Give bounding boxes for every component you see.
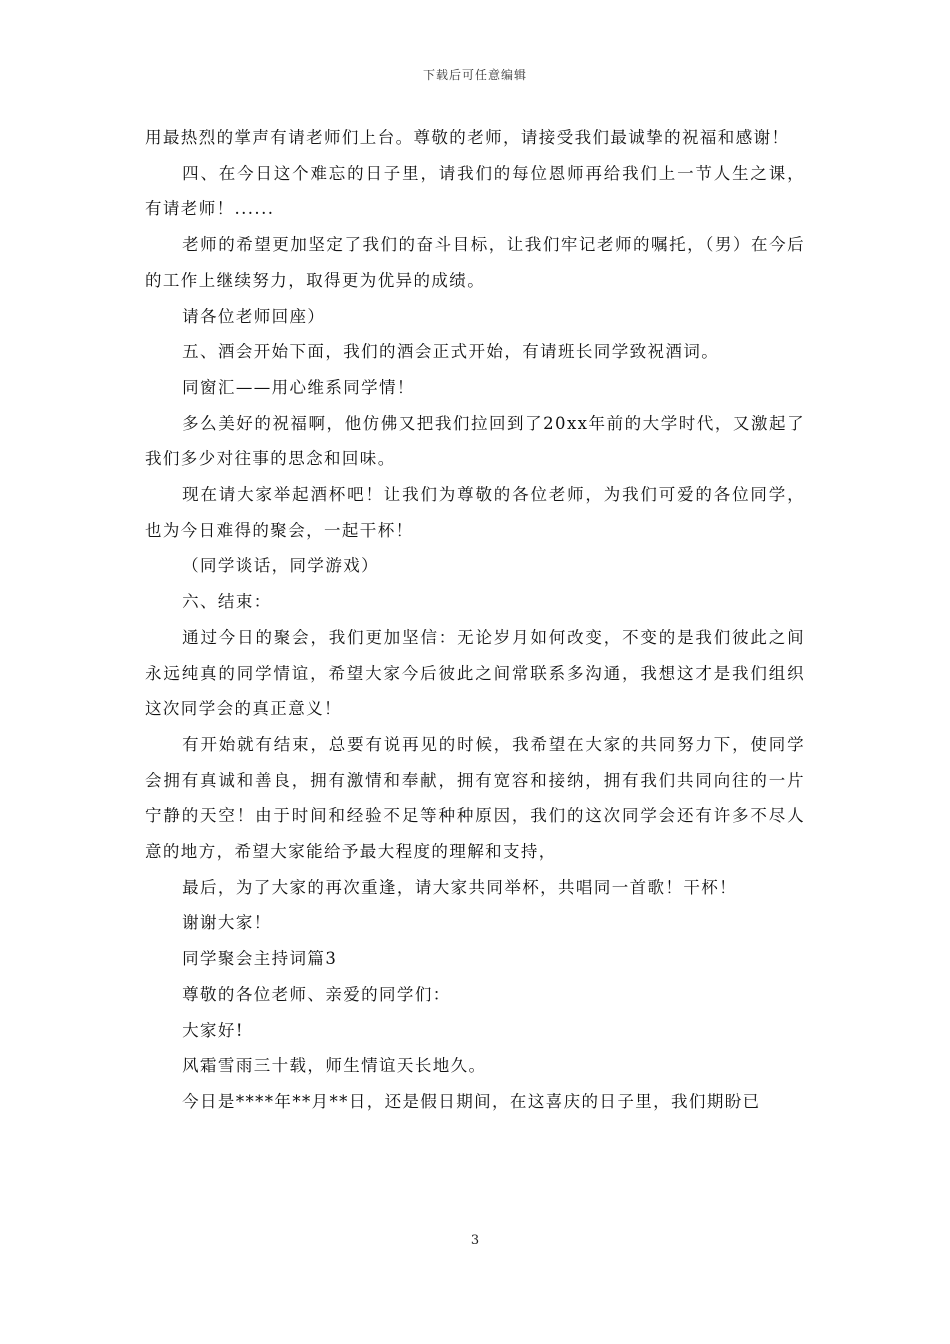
paragraph: 谢谢大家！ (182, 913, 272, 933)
paragraph: 用最热烈的掌声有请老师们上台。尊敬的老师，请接受我们最诚挚的祝福和感谢！ (145, 128, 790, 147)
paragraph: 有开始就有结束，总要有说再见的时候，我希望在大家的共同努力下，使同学会拥有真诚和善良，拥有激情和奉献，拥有宽容和接纳，拥有我们共同向往的一片宁静的天空！由于时间和经验不足等种种原因，我们的这次同学会还有许多不尽人意的地方，希望大家能给予最大程度的理解和支持， (145, 734, 805, 862)
paragraph: 今日是****年**月**日，还是假日期间，在这喜庆的日子里，我们期盼已 (182, 1091, 761, 1111)
paragraph: 五、酒会开始下面，我们的酒会正式开始，有请班长同学致祝酒词。 (182, 342, 720, 362)
paragraph: 风霜雪雨三十载，师生情谊天长地久。 (182, 1056, 487, 1076)
paragraph: 尊敬的各位老师、亲爱的同学们： (182, 984, 451, 1004)
paragraph: （同学谈话，同学游戏） (182, 556, 380, 576)
paragraph: 老师的希望更加坚定了我们的奋斗目标，让我们牢记老师的嘱托，（男）在今后的工作上继续努力，取得更为优异的成绩。 (145, 235, 805, 290)
page-header: 下载后可任意编辑 (422, 68, 527, 82)
paragraph: 四、在今日这个难忘的日子里，请我们的每位恩师再给我们上一节人生之课，有请老师！...... (145, 163, 805, 219)
paragraph: 同窗汇——用心维系同学情！ (182, 377, 415, 397)
paragraph: 现在请大家举起酒杯吧！让我们为尊敬的各位老师，为我们可爱的各位同学，也为今日难得的聚会，一起干杯！ (145, 485, 805, 540)
paragraph: 通过今日的聚会，我们更加坚信：无论岁月如何改变，不变的是我们彼此之间永远纯真的同学情谊，希望大家今后彼此之间常联系多沟通，我想这才是我们组织这次同学会的真正意义！ (145, 627, 805, 719)
paragraph: 多么美好的祝福啊，他仿佛又把我们拉回到了20xx年前的大学时代，又激起了我们多少对往事的思念和回味。 (145, 413, 805, 469)
paragraph: 最后，为了大家的再次重逢，请大家共同举杯，共唱同一首歌！干杯！ (182, 877, 738, 897)
section-title: 同学聚会主持词篇3 (182, 949, 338, 969)
document-body (145, 120, 805, 1120)
paragraph: 大家好! (182, 1020, 244, 1040)
page-number: 3 (470, 1233, 480, 1248)
paragraph: 请各位老师回座） (182, 306, 326, 326)
section-heading: 六、结束： (182, 592, 272, 612)
